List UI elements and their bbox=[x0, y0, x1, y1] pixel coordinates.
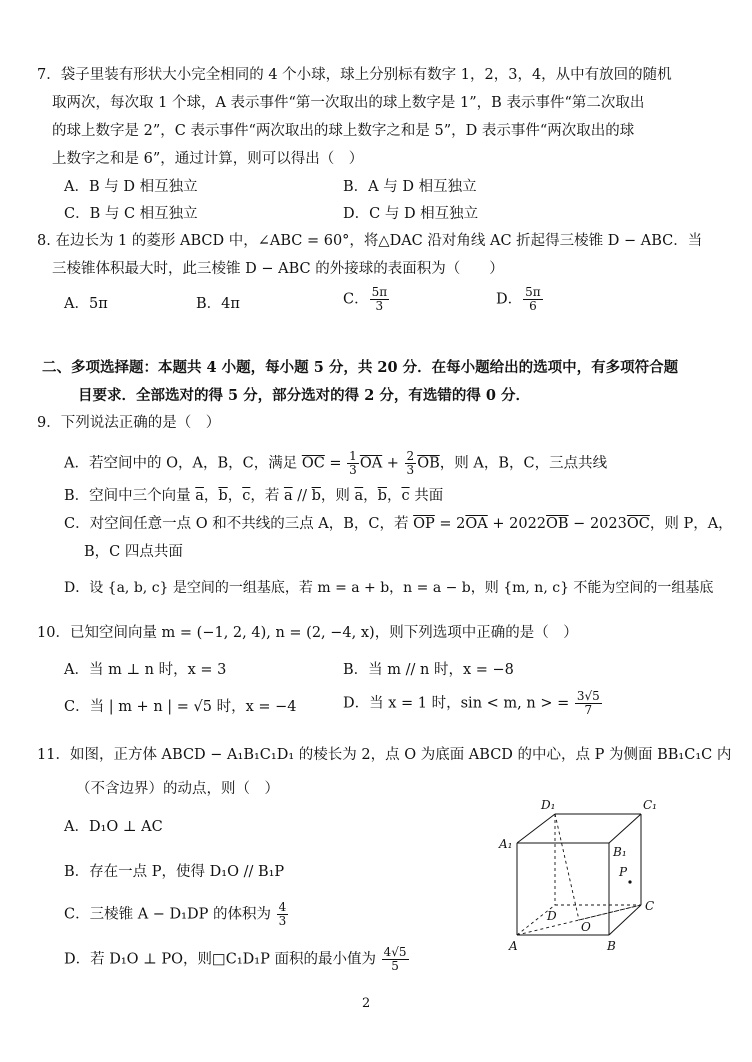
q9-option-c-continued: B，C 四点共面 bbox=[84, 544, 183, 560]
label-b: B bbox=[607, 939, 616, 953]
label-a1: A₁ bbox=[499, 837, 513, 851]
edge-b-c bbox=[609, 905, 641, 935]
point-p-dot bbox=[628, 880, 631, 883]
label-d1: D₁ bbox=[541, 798, 556, 812]
fraction: $\frac{2}{3}$ bbox=[406, 449, 415, 477]
q9-stem: 9．下列说法正确的是（ ） bbox=[37, 415, 221, 431]
q8-option-d: D． $\frac{5\pi}{6}$ bbox=[496, 285, 541, 313]
fraction: $\frac{1}{3}$ bbox=[349, 449, 357, 477]
q7-option-b: B．A 与 D 相互独立 bbox=[343, 179, 477, 195]
q9-option-a: A．若空间中的 O，A，B，C，满足 $\overline{OC}$ = $\frac{1}{3}$ $\overline{OA}$ + $\frac{2}{3}$ $\overline{OB}$，则 A，B，C，三点共线 bbox=[64, 449, 608, 477]
label-c: C bbox=[645, 899, 655, 913]
section-2-instructions: 目要求．全部选对的得 5 分，部分选对的得 2 分，有选错的得 0 分． bbox=[78, 387, 531, 404]
q11-option-b: B．存在一点 P，使得 D₁O // B₁P bbox=[64, 864, 285, 880]
q8-option-c: C． $\frac{5\pi}{3}$ bbox=[343, 285, 388, 313]
q7-line-1: 7．袋子里装有形状大小完全相同的 4 个小球，球上分别标有数字 1，2，3，4，从中有放回的随机 bbox=[37, 67, 672, 83]
cube-figure bbox=[495, 790, 675, 965]
fraction: $\frac{4}{3}$ bbox=[278, 900, 287, 928]
q10-option-a: A．当 m ⊥ n 时，x = 3 bbox=[64, 662, 227, 678]
q7-line-3: 的球上数字是 2”，C 表示事件“两次取出的球上数字之和是 5”，D 表示事件“两次取出的球 bbox=[52, 123, 635, 139]
fraction: $\frac{3√5}{7}$ bbox=[576, 689, 600, 717]
fraction: $\frac{5\pi}{6}$ bbox=[525, 285, 541, 313]
q11-option-a: A．D₁O ⊥ AC bbox=[64, 819, 163, 835]
q7-option-a: A．B 与 D 相互独立 bbox=[64, 179, 198, 195]
edge-a1-d1 bbox=[517, 814, 555, 843]
q11-line-2: （不含边界）的动点，则（ ） bbox=[76, 781, 279, 797]
q7-option-d: D．C 与 D 相互独立 bbox=[343, 206, 479, 222]
fraction: $\frac{5\pi}{3}$ bbox=[371, 285, 388, 313]
q11-line-1: 11．如图，正方体 ABCD − A₁B₁C₁D₁ 的棱长为 2，点 O 为底面 ABCD 的中心，点 P 为侧面 BB₁C₁C 内 bbox=[37, 747, 732, 763]
fraction: $\frac{4√5}{5}$ bbox=[383, 945, 407, 973]
q10-option-c: C．当 | m + n | = √5 时，x = −4 bbox=[64, 699, 297, 715]
q8-option-a: A．5π bbox=[64, 296, 108, 312]
section-2-heading: 二、多项选择题：本题共 4 小题，每小题 5 分，共 20 分．在每小题给出的选项中，有多项符合题 bbox=[42, 359, 679, 376]
label-o: O bbox=[581, 920, 591, 934]
edge-c1-b1 bbox=[609, 814, 641, 843]
q9-option-b: B．空间中三个向量 $\overline{a}$，$\overline{b}$，$\overline{c}$，若 $\overline{a} // \overline{b}$，则 $\overline{a}$，$\overline{b}$，$\overline{c}$ 共面 bbox=[64, 488, 444, 504]
q10-option-b: B．当 m // n 时，x = −8 bbox=[343, 662, 514, 678]
q7-line-4: 上数字之和是 6”，通过计算，则可以得出（ ） bbox=[52, 151, 364, 167]
hidden-segment-d1-o bbox=[555, 814, 579, 920]
label-a: A bbox=[509, 939, 518, 953]
q8-line-2: 三棱锥体积最大时，此三棱锥 D − ABC 的外接球的表面积为（ ） bbox=[52, 261, 504, 277]
q7-option-c: C．B 与 C 相互独立 bbox=[64, 206, 198, 222]
q10-option-d: D．当 x = 1 时，sin < m, n > = $\frac{3√5}{7}$ bbox=[343, 689, 600, 717]
q11-option-d: D．若 D₁O ⊥ PO，则□C₁D₁P 面积的最小值为 $\frac{4√5}{5}$ bbox=[64, 945, 407, 973]
label-c1: C₁ bbox=[643, 798, 657, 812]
q11-option-c: C．三棱锥 A − D₁DP 的体积为 $\frac{4}{3}$ bbox=[64, 900, 287, 928]
q8-option-b: B．4π bbox=[196, 296, 240, 312]
label-b1: B₁ bbox=[613, 845, 627, 859]
label-p: P bbox=[619, 865, 628, 879]
page-number: 2 bbox=[362, 996, 371, 1011]
q9-option-d: D．设 {a, b, c} 是空间的一组基底，若 m = a + b，n = a − b，则 {m, n, c} 不能为空间的一组基底 bbox=[64, 580, 714, 596]
q7-line-2: 取两次，每次取 1 个球，A 表示事件“第一次取出的球上数字是 1”，B 表示事件“第二次取出 bbox=[52, 95, 645, 111]
q8-line-1: 8. 在边长为 1 的菱形 ABCD 中，∠ABC = 60°，将△DAC 沿对角线 AC 折起得三棱锥 D − ABC．当 bbox=[37, 233, 703, 249]
label-d: D bbox=[547, 909, 557, 923]
q10-stem: 10．已知空间向量 m = (−1, 2, 4), n = (2, −4, x)，则下列选项中正确的是（ ） bbox=[37, 625, 578, 641]
q9-option-c: C．对空间任意一点 O 和不共线的三点 A，B，C，若 $\overline{OP} = 2\overline{OA} + 2022\overline{OB} - 2023\overline{OC}$，则 P，A， bbox=[64, 516, 733, 532]
